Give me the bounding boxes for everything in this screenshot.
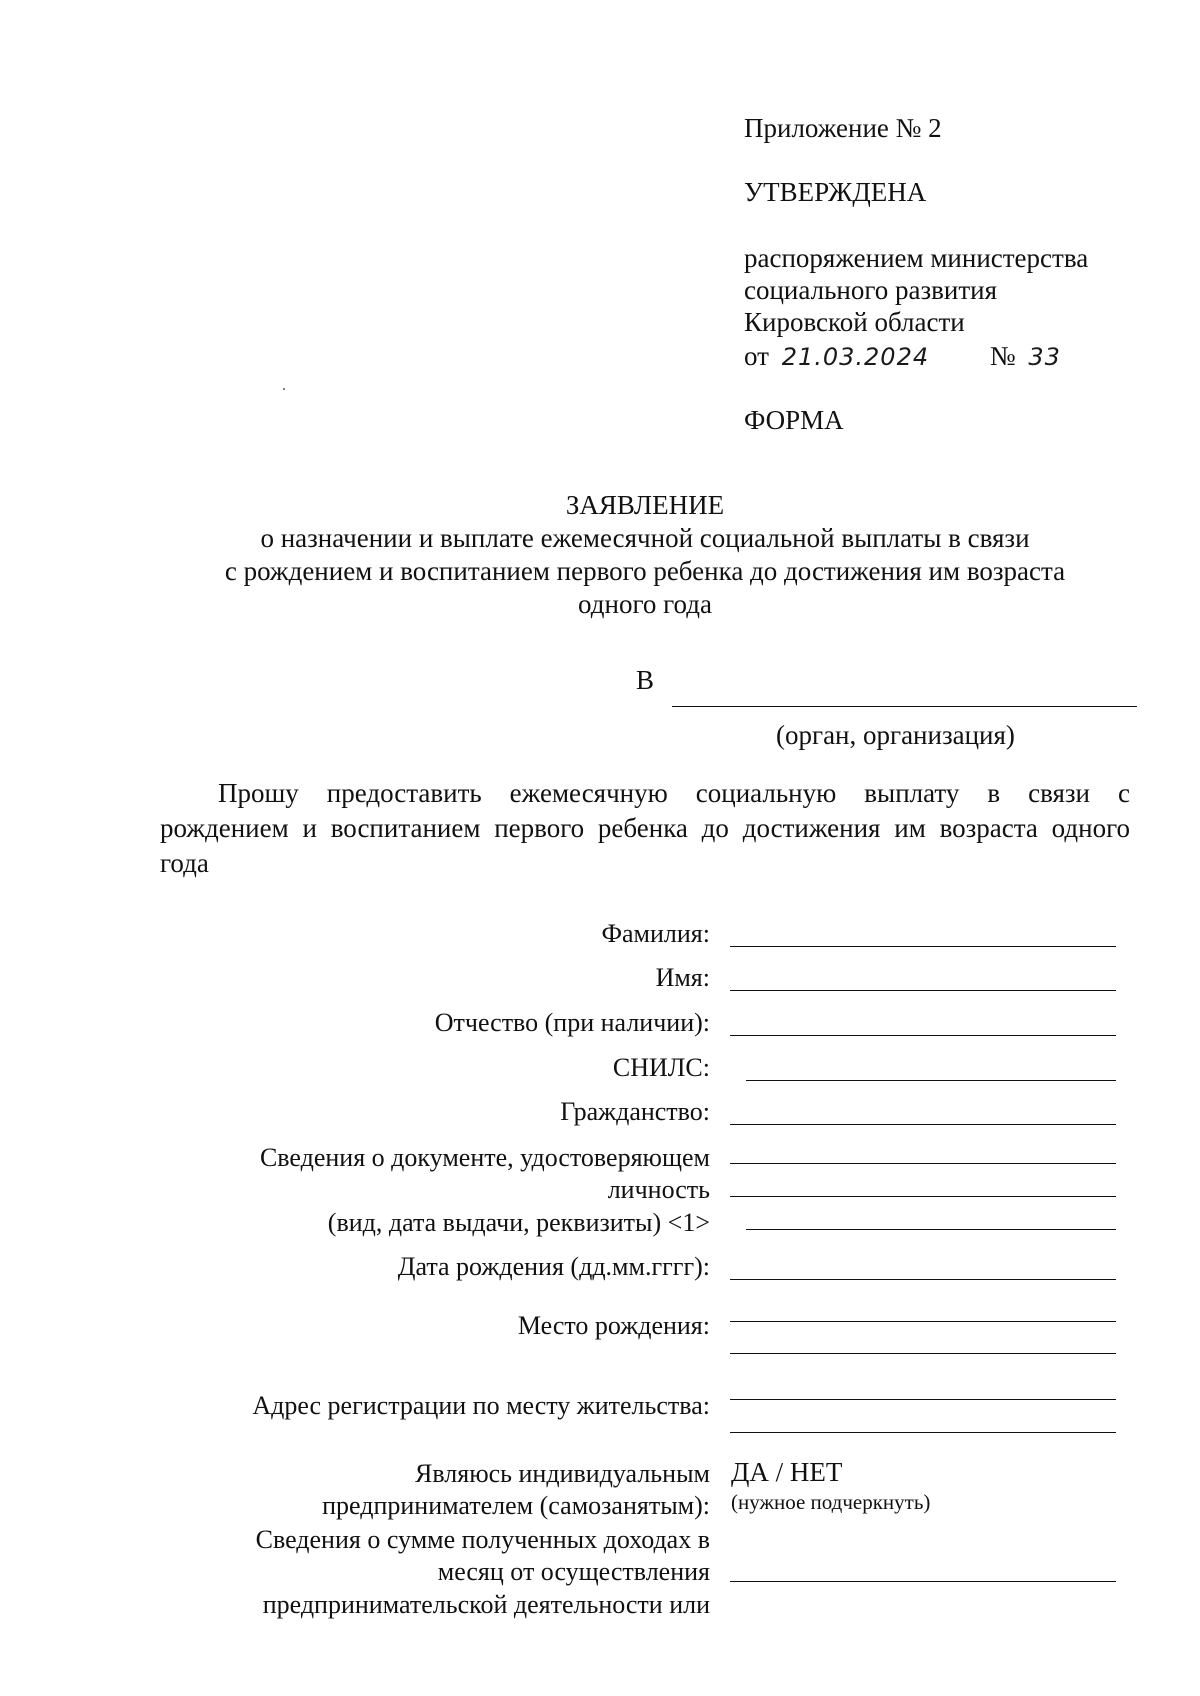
surname-label: Фамилия: [601, 919, 710, 948]
recipient-prefix: В [636, 665, 655, 695]
id-document-field-2[interactable] [730, 1196, 1116, 1197]
id-document-label-2: личность [607, 1175, 710, 1204]
patronymic-label: Отчество (при наличии): [434, 1008, 710, 1037]
approved-label: УТВЕРЖДЕНА [744, 177, 927, 207]
entrepreneur-label-2: предпринимателем (самозанятым): [322, 1491, 710, 1520]
date-prefix: от [744, 341, 769, 371]
entrepreneur-hint: (нужное подчеркнуть) [731, 1490, 931, 1514]
approval-date-line [744, 340, 1061, 373]
number-prefix: № [989, 341, 1016, 371]
recipient-field[interactable] [672, 706, 1137, 707]
recipient-caption: (орган, организация) [776, 720, 1015, 750]
id-document-label-1: Сведения о документе, удостоверяющем [259, 1143, 710, 1172]
title-line-2: с рождением и воспитанием первого ребенка до достижения им возраста [224, 556, 1066, 586]
approved-by-line-1: распоряжением министерства [744, 243, 1089, 273]
form-label: ФОРМА [744, 405, 844, 435]
entrepreneur-answer[interactable]: ДА / НЕТ [731, 1457, 843, 1487]
birth-place-label: Место рождения: [517, 1311, 710, 1340]
name-label: Имя: [655, 963, 710, 992]
approved-by-line-3: Кировской области [744, 307, 965, 337]
birth-place-field-1[interactable] [730, 1321, 1116, 1322]
registration-address-field-2[interactable] [730, 1432, 1116, 1433]
document-title: ЗАЯВЛЕНИЕ [565, 490, 725, 520]
income-label-2: месяц от осуществления [437, 1557, 710, 1586]
id-document-field-3[interactable] [746, 1229, 1116, 1230]
request-paragraph: Прошу предоставить ежемесячную социальную выплату в связи с рождением и воспитанием первого ребенка до достижения им возраста одного года [160, 778, 1130, 878]
citizenship-field[interactable] [730, 1124, 1116, 1125]
snils-field[interactable] [746, 1080, 1116, 1081]
surname-field[interactable] [730, 946, 1116, 947]
scan-speck [283, 388, 285, 390]
title-line-1: о назначении и выплате ежемесячной социальной выплаты в связи [260, 523, 1030, 553]
title-line-3: одного года [578, 589, 712, 619]
income-field[interactable] [730, 1581, 1116, 1582]
snils-label: СНИЛС: [612, 1053, 710, 1082]
birth-place-field-2[interactable] [730, 1353, 1116, 1354]
birth-date-label: Дата рождения (дд.мм.гггг): [397, 1252, 710, 1281]
registration-address-label: Адрес регистрации по месту жительства: [252, 1391, 710, 1420]
approved-by-line-2: социального развития [744, 275, 998, 305]
income-label-1: Сведения о сумме полученных доходах в [255, 1525, 710, 1554]
entrepreneur-label-1: Являюсь индивидуальным [414, 1459, 710, 1488]
registration-address-field-1[interactable] [730, 1399, 1116, 1400]
patronymic-field[interactable] [730, 1035, 1116, 1036]
id-document-field-1[interactable] [730, 1163, 1116, 1164]
appendix-label: Приложение № 2 [744, 113, 942, 143]
birth-date-field[interactable] [730, 1279, 1116, 1280]
handwritten-number: 33 [1028, 343, 1061, 371]
handwritten-date: 21.03.2024 [781, 343, 930, 371]
id-document-label-3: (вид, дата выдачи, реквизиты) <1> [327, 1208, 710, 1237]
income-label-3: предпринимательской деятельности или [262, 1590, 710, 1619]
name-field[interactable] [730, 990, 1116, 991]
citizenship-label: Гражданство: [560, 1097, 710, 1126]
